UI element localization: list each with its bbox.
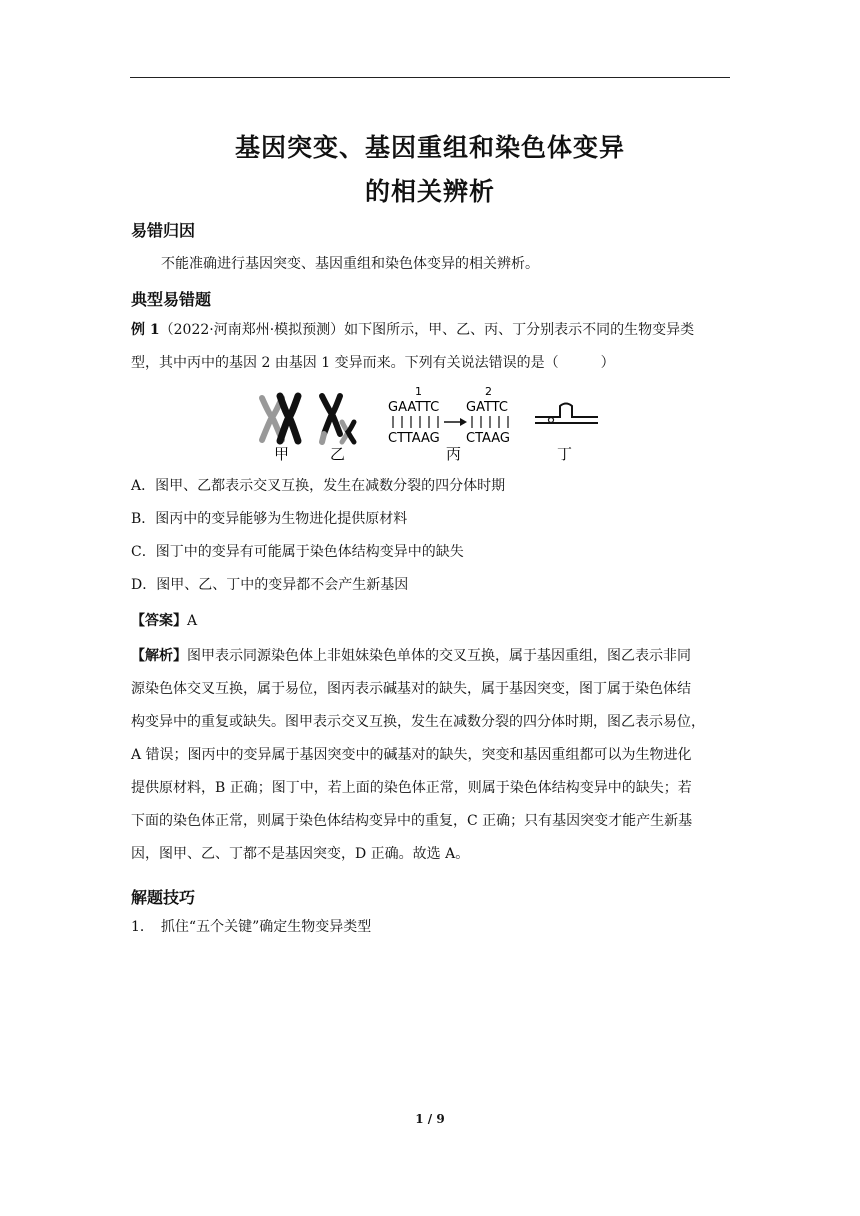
gene1-number: 1	[415, 385, 422, 398]
gene1-bottom-strand: CTTAAG	[388, 431, 440, 446]
figure-label-bing: 丙	[446, 445, 462, 463]
analysis-label: 【解析】	[131, 648, 187, 664]
option-c: C．图丁中的变异有可能属于染色体结构变异中的缺失	[131, 544, 464, 560]
option-b: B．图丙中的变异能够为生物进化提供原材料	[131, 511, 408, 527]
figure-yi-chromosomes	[322, 396, 354, 442]
option-a: A．图甲、乙都表示交叉互换，发生在减数分裂的四分体时期	[131, 478, 506, 494]
mutation-arrow-icon	[444, 418, 467, 426]
gene2-top-strand: GATTC	[466, 400, 508, 415]
option-d: D．图甲、乙、丁中的变异都不会产生新基因	[131, 577, 409, 593]
answer-value: A	[187, 613, 198, 629]
gene2-number: 2	[485, 385, 492, 398]
analysis-line-2: 源染色体交叉互换，属于易位，图丙表示碱基对的缺失，属于基因突变，图丁属于染色体结	[131, 681, 691, 697]
figure-ding-chromosomes	[535, 404, 598, 424]
figure-jia-chromosomes	[262, 396, 298, 441]
example-question	[131, 314, 731, 380]
skill-item-1: 1． 抓住“五个关键”确定生物变异类型	[131, 919, 372, 935]
analysis-line-6: 下面的染色体正常，则属于染色体结构变异中的重复，C 正确；只有基因突变才能产生新基	[131, 813, 693, 829]
example-label: 例 1	[131, 322, 160, 338]
skill-heading: 解题技巧	[131, 888, 196, 907]
answer	[131, 605, 731, 638]
figure-label-jia: 甲	[274, 445, 290, 463]
page-title: 基因突变、基因重组和染色体变异	[234, 133, 625, 162]
variation-figure	[250, 384, 610, 464]
mistake-text: 不能准确进行基因突变、基因重组和染色体变异的相关辨析。	[161, 256, 539, 272]
figure-label-yi: 乙	[330, 445, 346, 463]
analysis-line-4: A 错误；图丙中的变异属于基因突变中的碱基对的缺失，突变和基因重组都可以为生物进化	[131, 747, 692, 763]
analysis-line-1: 图甲表示同源染色体上非姐妹染色单体的交叉互换，属于基因重组，图乙表示非同	[187, 648, 691, 664]
example-source: （2022·河南郑州·模拟预测）如下图所示，甲、乙、丙、丁分别表示不同的生物变异类	[159, 322, 695, 338]
answer-label: 【答案】	[131, 613, 187, 629]
analysis-line-7: 因，图甲、乙、丁都不是基因突变，D 正确。故选 A。	[131, 846, 470, 862]
analysis	[131, 640, 731, 871]
analysis-line-3: 构变异中的重复或缺失。图甲表示交叉互换，发生在减数分裂的四分体时期，图乙表示易位，	[131, 714, 705, 730]
figure-label-ding: 丁	[557, 445, 573, 463]
example-line2: 型，其中丙中的基因 2 由基因 1 变异而来。下列有关说法错误的是（ ）	[131, 355, 615, 371]
page-number: 1 / 9	[415, 1112, 445, 1126]
page-subtitle: 的相关辨析	[364, 177, 495, 206]
analysis-line-5: 提供原材料，B 正确；图丁中，若上面的染色体正常，则属于染色体结构变异中的缺失；若	[131, 780, 692, 796]
gene1-top-strand: GAATTC	[388, 400, 440, 415]
mistake-heading: 易错归因	[131, 221, 196, 240]
gene2-bottom-strand: CTAAG	[466, 431, 511, 446]
header-rule	[130, 77, 730, 78]
typical-heading: 典型易错题	[131, 290, 212, 309]
